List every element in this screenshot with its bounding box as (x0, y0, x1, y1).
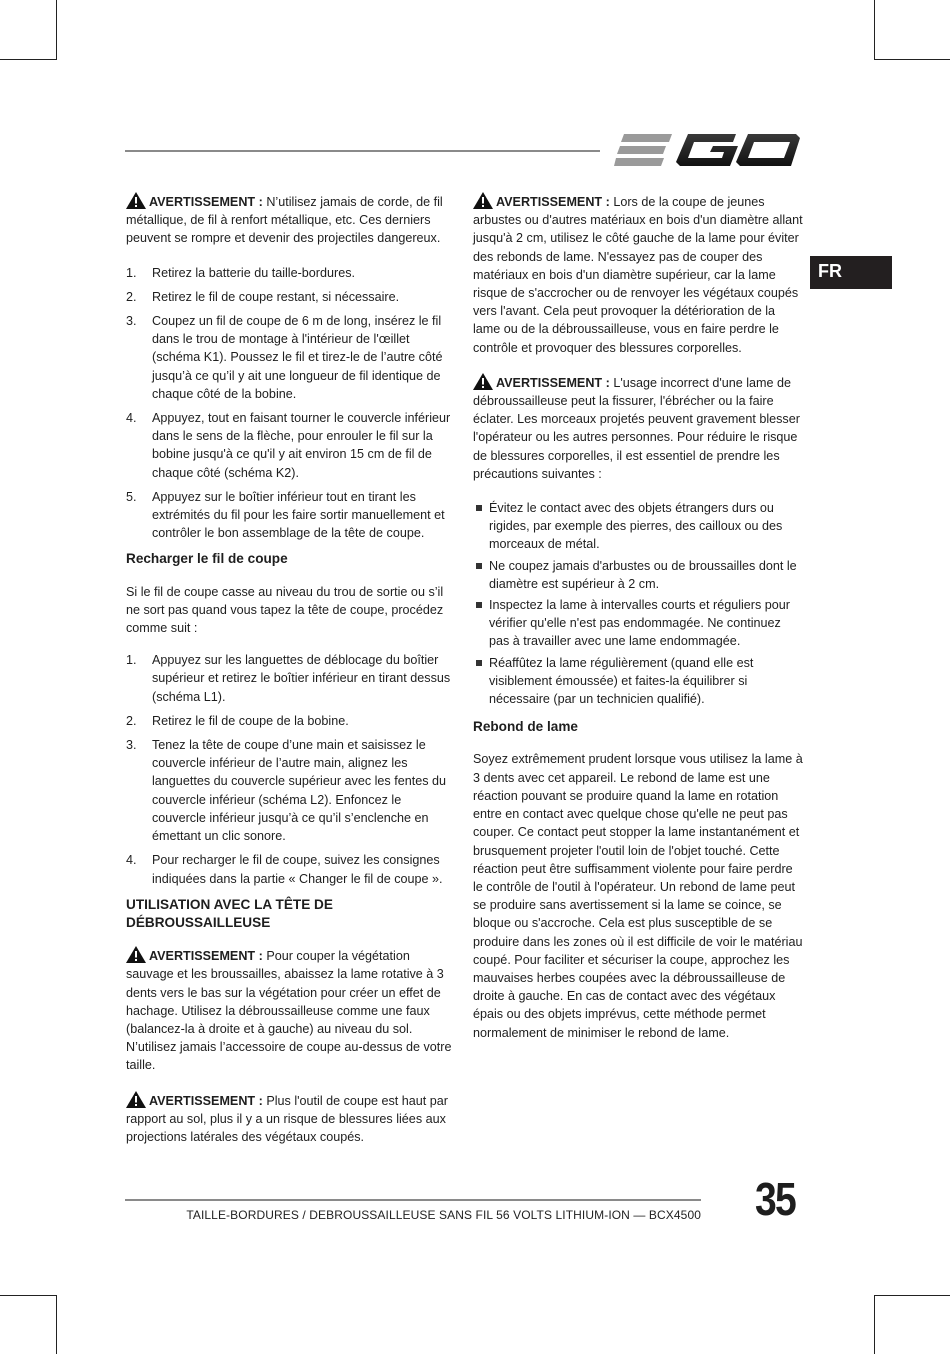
body-paragraph: Soyez extrêmement prudent lorsque vous utilisez la lame à 3 dents avec cet appareil. Le rebond de lame est une réaction pouvant se produire quand la lame en rotation entre en contact avec quelque chose qu'elle ne peut pas couper. Ce contact peut stopper la lame instantanément et brusquement projeter l'outil loin de l'objet touché. Cette réaction peut être suffisamment violente pour faire perdre le contrôle de l'outil à l'opérateur. Un rebond de lame peut se produire sans avertissement si la lame se coince, se bloque ou s'accroche. Cela est plus susceptible de se produire dans les zones où il est difficile de voir le matériau coupé. Pour faciliter et sécuriser la coupe, approchez les mauvaises herbes coupées avec la débroussailleuse de droite à gauche. En cas de contact avec des végétaux épais ou des objets imprévus, cette méthode permet normalement de minimiser le rebond de lame. (473, 752, 803, 1040)
warning-text: Plus l'outil de coupe est haut par rapport au sol, plus il y a un risque de blessures liées aux projections latérales des végétaux coupés. (126, 1093, 448, 1144)
page-number: 35 (755, 1173, 796, 1225)
steps-list (126, 651, 456, 887)
warning-triangle-icon (473, 373, 493, 390)
bullet-square-icon (476, 602, 482, 608)
step-text: Retirez le fil de coupe restant, si nécessaire. (152, 289, 400, 304)
section-heading: Rebond de lame (473, 719, 578, 735)
step-number: 3. (126, 314, 137, 329)
warning-label: AVERTISSEMENT : (149, 195, 263, 209)
list-item (126, 264, 456, 282)
warning-block (126, 946, 456, 1074)
step-number: 4. (126, 411, 137, 426)
step-number: 4. (126, 853, 137, 868)
crop-mark (0, 59, 57, 60)
step-number: 1. (126, 265, 137, 280)
warning-triangle-icon (126, 946, 146, 963)
warning-label: AVERTISSEMENT : (496, 195, 610, 209)
step-text: Pour recharger le fil de coupe, suivez les consignes indiquées dans la partie « Changer le fil de coupe ». (152, 853, 443, 886)
warning-text: N’utilisez jamais de corde, de fil métallique, de fil à renfort métallique, etc. Ces derniers peuvent se rompre et devenir des projectiles dangereux. (126, 195, 443, 246)
warning-block (473, 373, 803, 483)
right-column (473, 192, 803, 1056)
list-item (126, 651, 456, 706)
steps-list (126, 264, 456, 543)
step-text: Retirez le fil de coupe de la bobine. (152, 713, 349, 728)
language-tab: FR (810, 256, 892, 289)
warning-label: AVERTISSEMENT : (496, 375, 610, 390)
step-text: Appuyez, tout en faisant tourner le couvercle inférieur dans le sens de la flèche, pour enrouler le fil sur la bobine jusqu'à ce qu'il y ait environ 15 cm de fil de chaque côté (schéma K2). (152, 411, 451, 480)
step-number: 3. (126, 738, 137, 753)
step-number: 2. (126, 713, 137, 728)
crop-mark (874, 0, 875, 60)
warning-label: AVERTISSEMENT : (149, 1093, 263, 1108)
list-item (473, 499, 803, 554)
bullet-square-icon (476, 660, 482, 666)
list-item (126, 712, 456, 730)
step-number: 5. (126, 489, 137, 504)
bullet-text: Inspectez la lame à intervalles courts et réguliers pour vérifier qu'elle n'est pas endommagée. Ne continuez pas à travailler avec une lame endommagée. (489, 598, 790, 649)
list-item (126, 736, 456, 845)
list-item (126, 488, 456, 543)
ego-logo (614, 128, 800, 172)
warning-triangle-icon (126, 1091, 146, 1108)
bullet-square-icon (476, 505, 482, 511)
list-item (126, 288, 456, 306)
warning-triangle-icon (126, 192, 146, 209)
step-text: Tenez la tête de coupe d’une main et saisissez le couvercle inférieur de l’autre main, alignez les languettes du couvercle supérieur avec les fentes du couvercle inférieur (schéma L2). Enfoncez le couvercle inférieur jusqu’à ce qu’il s’enclenche en émettant un clic sonore. (152, 738, 447, 844)
warning-triangle-icon (473, 192, 493, 209)
footer-rule (125, 1199, 701, 1201)
crop-mark (56, 0, 57, 60)
list-item (126, 312, 456, 403)
crop-mark (874, 1295, 950, 1296)
list-item (126, 851, 456, 887)
crop-mark (56, 1295, 57, 1354)
crop-mark (874, 1295, 875, 1354)
body-paragraph: Si le fil de coupe casse au niveau du trou de sortie ou s’il ne sort pas quand vous tapez la tête de coupe, procédez comme suit : (126, 584, 444, 636)
warning-text: Pour couper la végétation sauvage et les broussailles, abaissez la lame rotative à 3 dents vers le bas sur la végétation pour créer un effet de hachage. Utilisez la débroussailleuse comme une faux (balancez-la à droite et à gauche) au niveau du sol. N’utilisez jamais l’accessoire de coupe au-dessus de votre taille. (126, 949, 452, 1073)
warning-text: L'usage incorrect d'une lame de débroussailleuse peut la fissurer, l'ébrécher ou la faire éclater. Les morceaux projetés peuvent gravement blesser l'opérateur ou les autres personnes. Pour réduire le risque de blessures corporelles, il est essentiel de prendre les précautions suivantes : (473, 375, 800, 481)
step-number: 2. (126, 289, 137, 304)
step-text: Appuyez sur les languettes de déblocage du boîtier supérieur et retirez le boîtier inférieur en tirant dessus (schéma L1). (152, 653, 451, 704)
step-text: Coupez un fil de coupe de 6 m de long, insérez le fil dans le trou de montage à l'intérieur de l'œillet (schéma K1). Poussez le fil et tirez-le de l’autre côté jusqu’à ce qu’il y ait une longueur de fil identique de chaque côté de la bobine. (152, 314, 443, 401)
list-item (126, 409, 456, 482)
crop-mark (874, 59, 950, 60)
warning-block (126, 1091, 456, 1147)
bullet-text: Ne coupez jamais d'arbustes ou de broussailles dont le diamètre est supérieur à 2 cm. (489, 558, 797, 591)
section-heading: UTILISATION AVEC LA TÊTE DE DÉBROUSSAILLEUSE (126, 896, 333, 930)
list-item (473, 596, 803, 651)
section-heading: Recharger le fil de coupe (126, 551, 288, 567)
warning-block (126, 192, 456, 248)
left-column (126, 192, 456, 1162)
bullet-list (473, 499, 803, 708)
step-text: Retirez la batterie du taille-bordures. (152, 265, 356, 280)
list-item (473, 557, 803, 593)
footer-text: TAILLE-BORDURES / DEBROUSSAILLEUSE SANS FIL 56 VOLTS LITHIUM-ION — BCX4500 (186, 1208, 701, 1222)
header-rule (125, 150, 600, 152)
step-number: 1. (126, 653, 137, 668)
list-item (473, 654, 803, 709)
bullet-text: Évitez le contact avec des objets étrangers durs ou rigides, par exemple des pierres, des cailloux ou des morceaux de métal. (489, 501, 783, 552)
bullet-text: Réaffûtez la lame régulièrement (quand elle est visiblement émoussée) et faites-la équilibrer si nécessaire (par un technicien qualifié). (489, 655, 754, 707)
step-text: Appuyez sur le boîtier inférieur tout en tirant les extrémités du fil pour les faire sortir manuellement et contrôler le bon assemblage de la tête de coupe. (152, 489, 445, 541)
bullet-square-icon (476, 563, 482, 569)
crop-mark (0, 1295, 57, 1296)
warning-block (473, 192, 803, 357)
warning-label: AVERTISSEMENT : (149, 949, 263, 964)
warning-text: Lors de la coupe de jeunes arbustes ou d'autres matériaux en bois d'un diamètre allant jusqu'à 2 cm, utilisez le côté gauche de la lame pour éviter des rebonds de lame. N'essayez pas de couper des matériaux en bois d'un diamètre supérieur, car la lame risque de s'accrocher ou de renvoyer les végétaux coupés vers l'avant. Cela peut provoquer la détérioration de la lame ou de la débroussailleuse, vous en faire perdre le contrôle et provoquer des blessures corporelles. (473, 195, 803, 355)
